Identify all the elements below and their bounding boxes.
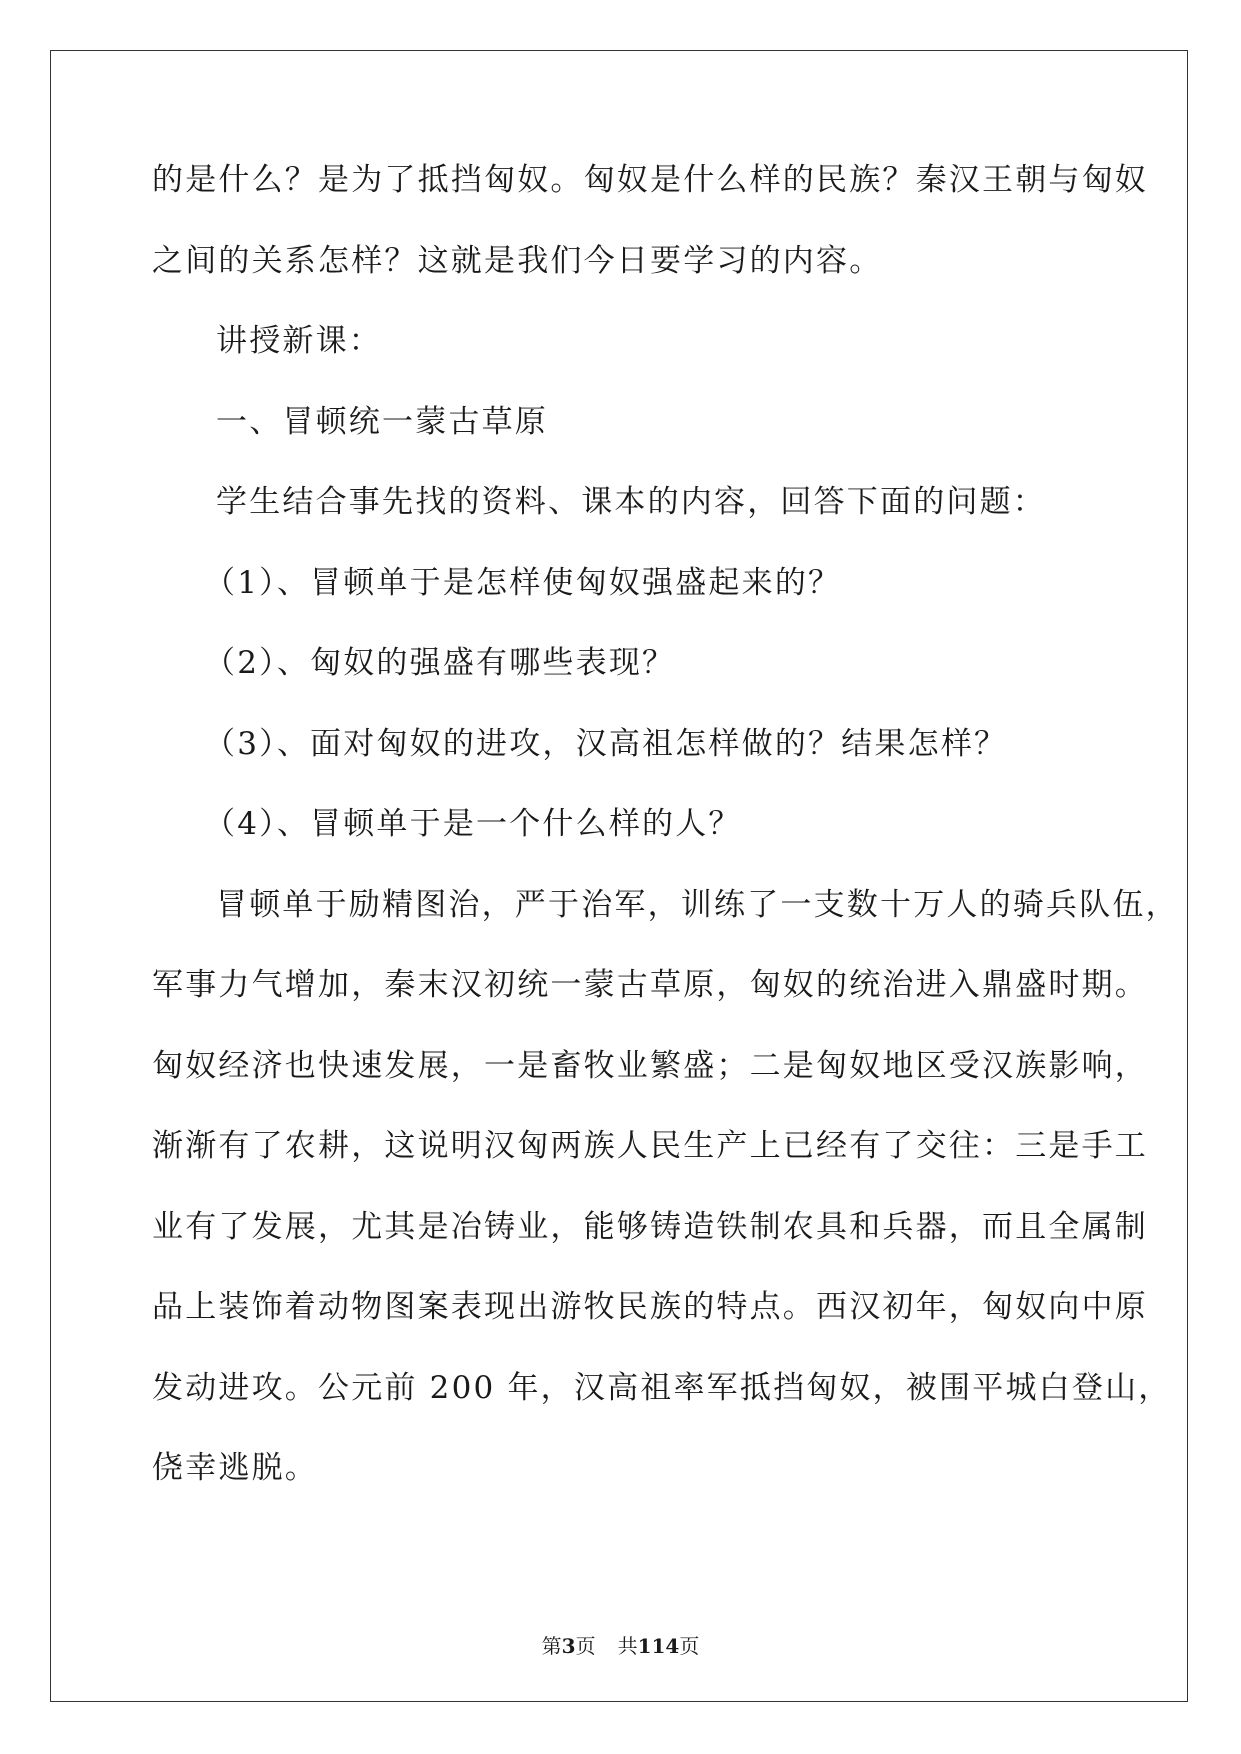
question-item: （4）、冒顿单于是一个什么样的人？ xyxy=(204,806,742,842)
text-line: 学生结合事先找的资料、课本的内容，回答下面的问题： xyxy=(216,484,1046,520)
question-item: （1）、冒顿单于是怎样使匈奴强盛起来的？ xyxy=(204,564,842,601)
question-item: （3）、面对匈奴的进攻，汉高祖怎样做的？结果怎样？ xyxy=(204,725,1008,762)
page-number: 3 xyxy=(561,1634,576,1658)
page-footer xyxy=(0,1633,1241,1659)
text-line: 品上装饰着动物图案表现出游牧民族的特点。西汉初年，匈奴向中原 xyxy=(152,1289,1148,1325)
page-prefix: 第 xyxy=(541,1634,562,1658)
section-title: 一、冒顿统一蒙古草原 xyxy=(216,403,548,440)
text-line: 的是什么？是为了抵挡匈奴。匈奴是什么样的民族？秦汉王朝与匈奴 xyxy=(152,162,1148,198)
text-line: 渐渐有了农耕，这说明汉匈两族人民生产上已经有了交往：三是手工 xyxy=(152,1128,1148,1164)
total-unit: 页 xyxy=(679,1634,700,1658)
total-prefix: 共 xyxy=(617,1634,638,1658)
page-unit: 页 xyxy=(575,1634,596,1658)
text-line: 侥幸逃脱。 xyxy=(152,1450,318,1486)
text-line: 冒顿单于励精图治，严于治军，训练了一支数十万人的骑兵队伍， xyxy=(216,886,1179,923)
section-heading: 讲授新课： xyxy=(216,323,382,359)
total-pages: 114 xyxy=(637,1634,680,1658)
text-line: 军事力气增加，秦末汉初统一蒙古草原，匈奴的统治进入鼎盛时期。 xyxy=(152,967,1148,1003)
question-item: （2）、匈奴的强盛有哪些表现？ xyxy=(204,645,676,681)
text-line: 匈奴经济也快速发展，一是畜牧业繁盛；二是匈奴地区受汉族影响， xyxy=(152,1047,1148,1084)
text-line: 发动进攻。公元前 200 年，汉高祖率军抵挡匈奴，被围平城白登山， xyxy=(152,1369,1172,1406)
text-line: 业有了发展，尤其是冶铸业，能够铸造铁制农具和兵器，而且全属制 xyxy=(152,1208,1148,1245)
text-line: 之间的关系怎样？这就是我们今日要学习的内容。 xyxy=(152,242,883,279)
document-body xyxy=(152,160,1179,1529)
